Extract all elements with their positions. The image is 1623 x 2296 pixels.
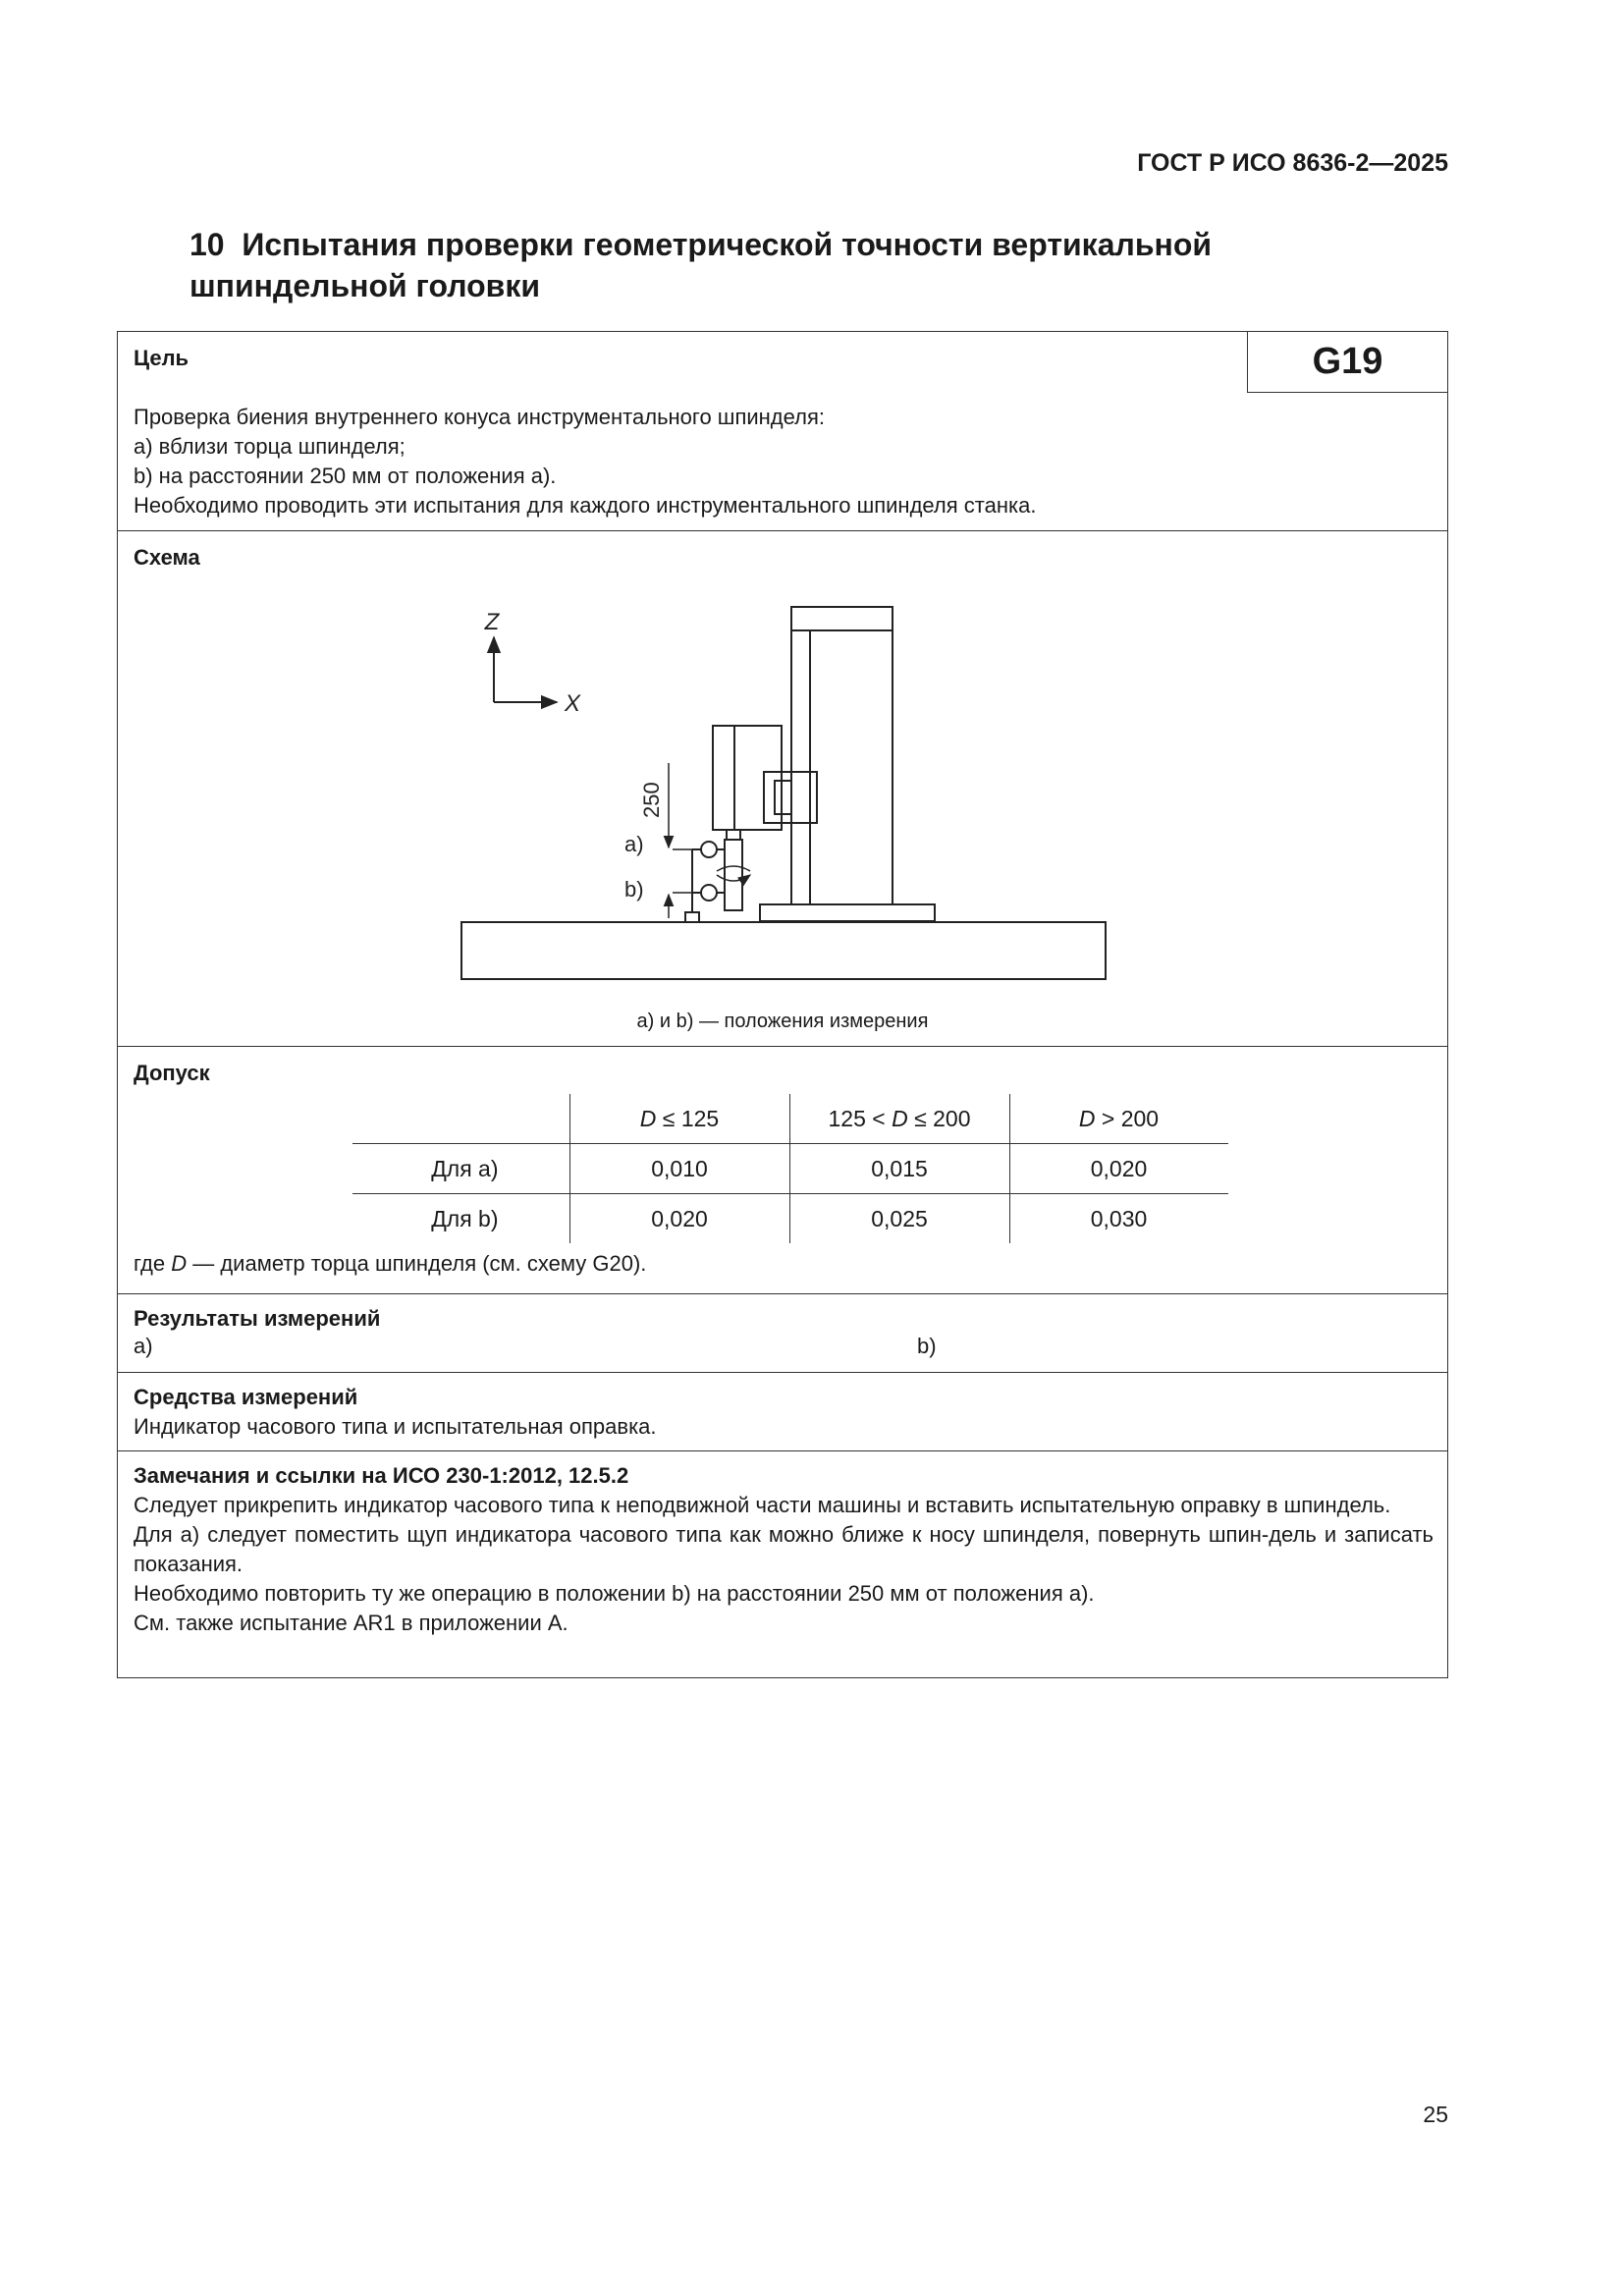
result-a: a) (134, 1334, 153, 1358)
dial-indicator-a (701, 842, 717, 857)
goal-text (134, 403, 1434, 520)
machine-table (461, 922, 1106, 979)
z-axis-label: Z (484, 609, 500, 635)
tolerance-label: Допуск (134, 1061, 210, 1085)
goal-label: Цель (134, 346, 189, 370)
test-sheet (117, 331, 1448, 1678)
diagram-caption: a) и b) — положения измерения (636, 1011, 929, 1032)
instruments-text: Индикатор часового типа и испытательная оправка. (134, 1414, 657, 1439)
goal-line: Проверка биения внутреннего конуса инструментального шпинделя: (134, 405, 826, 429)
column-base (760, 904, 935, 921)
column-top (791, 607, 893, 630)
remarks-paragraph: Для a) следует поместить щуп индикатора часового типа как можно ближе к носу шпинделя, повернуть шпин-дель и записать показания. (134, 1522, 1434, 1576)
position-b-label: b) (624, 877, 644, 902)
value-cell: 0,020 (1009, 1144, 1228, 1194)
header-cell: D > 200 (1009, 1094, 1228, 1144)
row-label-cell: Для b) (352, 1194, 569, 1244)
section-number: 10 (189, 227, 225, 262)
scheme-section (118, 531, 1447, 1047)
goal-line: a) вблизи торца шпинделя; (134, 434, 406, 459)
header-cell: 125 < D ≤ 200 (789, 1094, 1009, 1144)
instruments-label: Средства измерений (134, 1385, 358, 1409)
header-cell (352, 1094, 569, 1144)
x-axis-label: X (565, 690, 581, 717)
tolerance-table (352, 1094, 1228, 1243)
remarks-paragraph: Следует прикрепить индикатор часового типа к неподвижной части машины и вставить испытательную оправку в шпиндель. (134, 1493, 1391, 1517)
document-code: ГОСТ Р ИСО 8636-2—2025 (1137, 149, 1448, 177)
goal-line: b) на расстоянии 250 мм от положения a). (134, 464, 557, 488)
section-title (189, 224, 1368, 306)
table-header-row (352, 1094, 1228, 1144)
result-b: b) (917, 1334, 937, 1358)
dimension-250-label: 250 (639, 782, 664, 818)
header-cell: D ≤ 125 (569, 1094, 789, 1144)
table-row (352, 1144, 1228, 1194)
goal-line: Необходимо проводить эти испытания для каждого инструментального шпинделя станка. (134, 493, 1037, 518)
section-title-line2: шпиндельной головки (189, 268, 541, 303)
spindle-head (713, 726, 782, 830)
remarks-paragraph: См. также испытание AR1 в приложении А. (134, 1611, 568, 1635)
tolerance-section (118, 1047, 1447, 1294)
section-title-line1: Испытания проверки геометрической точности вертикальной (242, 227, 1213, 262)
tolerance-note: где D — диаметр торца шпинделя (см. схему G20). (134, 1251, 647, 1276)
value-cell: 0,025 (789, 1194, 1009, 1244)
goal-section (118, 332, 1447, 531)
dial-indicator-b (701, 885, 717, 901)
position-a-label: a) (624, 832, 644, 856)
machine-diagram (118, 531, 1447, 1042)
test-code-box: G19 (1247, 331, 1448, 393)
results-label: Результаты измерений (134, 1306, 381, 1331)
value-cell: 0,010 (569, 1144, 789, 1194)
remarks-text (134, 1491, 1434, 1638)
remarks-paragraph: Необходимо повторить ту же операцию в положении b) на расстоянии 250 мм от положения a). (134, 1581, 1095, 1606)
value-cell: 0,030 (1090, 1205, 1148, 1231)
results-section (118, 1294, 1447, 1373)
instruments-section (118, 1373, 1447, 1451)
table-row (352, 1194, 1228, 1244)
scheme-label: Схема (134, 545, 200, 570)
remarks-label: Замечания и ссылки на ИСО 230-1:2012, 12.5.2 (134, 1463, 629, 1488)
row-label-cell: Для a) (352, 1144, 569, 1194)
value-cell: 0,015 (789, 1144, 1009, 1194)
remarks-section (118, 1451, 1447, 1677)
test-mandrel (725, 840, 742, 910)
page-number: 25 (1423, 2102, 1448, 2127)
value-cell: 0,020 (569, 1194, 789, 1244)
column-body (791, 630, 893, 904)
